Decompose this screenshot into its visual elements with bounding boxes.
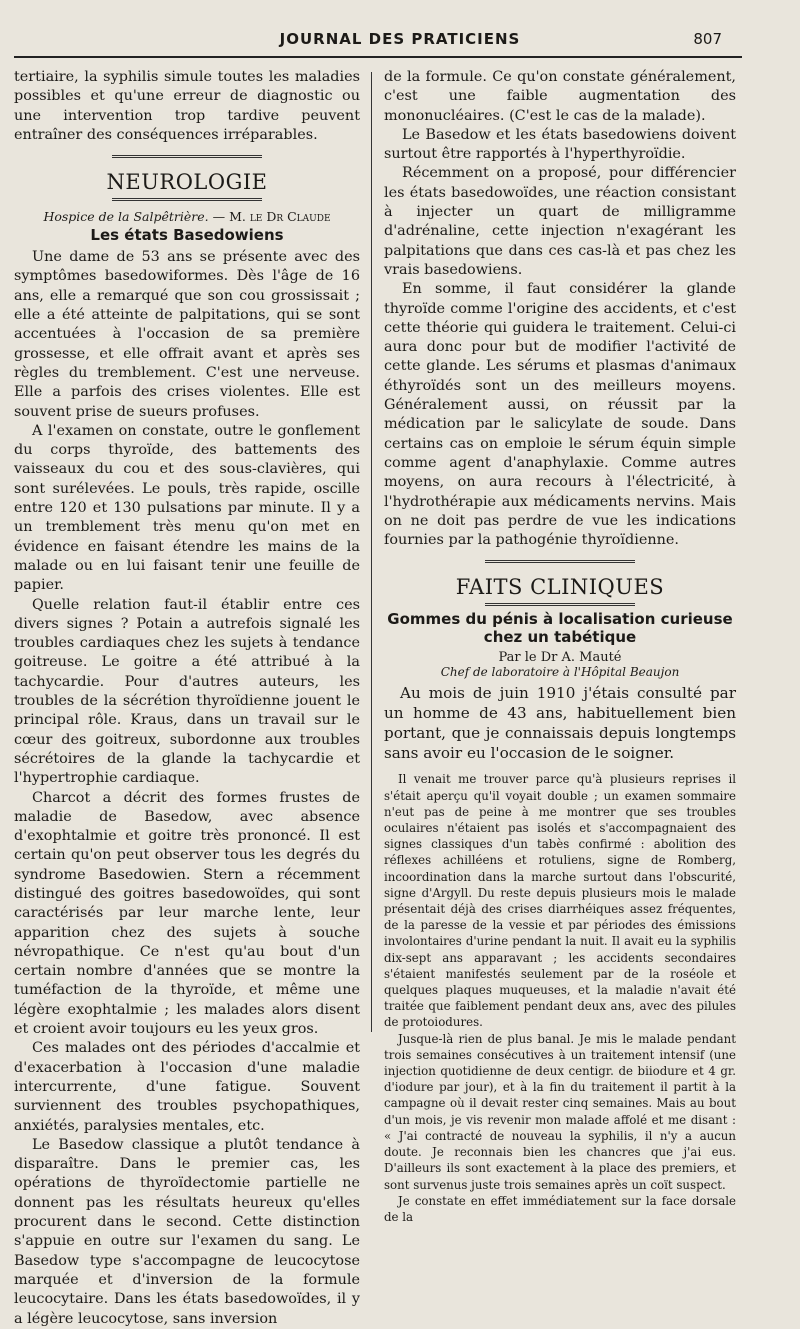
paragraph: Le Basedow classique a plutôt tendance à disparaître. Dans le premier cas, les opérations de thyroïdectomie partielle ne donnent pas les résultats heureux qu'elles procurent dans le second. Cette distinction s'appuie en outre sur l'examen du sang. Le Basedow type s'accompagne de leucocytose marquée et d'inversion de la formule leucocytaire. Dans les états basedowoïdes, il y a légère leucocytose, sans inversion <box>14 1136 360 1327</box>
author-role: Chef de laboratoire à l'Hôpital Beaujon <box>440 665 680 680</box>
section-title-faits-cliniques: FAITS CLINIQUES <box>455 575 665 600</box>
section-rule-bottom <box>485 603 635 610</box>
journal-title: JOURNAL DES PRATICIENS <box>279 30 521 48</box>
header-rule <box>14 56 742 58</box>
source-author: — M. le Dr Claude <box>212 209 331 225</box>
lead-paragraph: Au mois de juin 1910 j'étais consulté par un homme de 43 ans, habituellement bien portant, que je connaissais depuis longtemps sans avoir eu l'occasion de le soigner. <box>384 684 736 763</box>
paragraph: Récemment on a proposé, pour différencier les états basedowoïdes, une réaction consistant à injecter un quart de milligramme d'adrénaline, cette injection n'exagérant les palpitations que dans ces cas-là et pas chez les vrais basedowiens. <box>384 165 736 278</box>
paragraph: Ces malades ont des périodes d'accalmie et d'exacerbation à l'occasion d'une maladie intercurrente, d'une fatigue. Souvent surviennent des troubles psychopathiques, anxiétés, paralysies mentales, etc. <box>14 1040 360 1134</box>
article-title-line: Gommes du pénis à localisation curieuse <box>387 610 733 629</box>
paragraph: Une dame de 53 ans se présente avec des symptômes basedowiformes. Dès l'âge de 16 ans, elle a remarqué que son cou grossissait ; elle a été atteinte de palpitations, qui se sont accentuées à l'occasion de sa première grossesse, et elle offrait avant et après ses règles du tremblement. C'est une nerveuse. Elle a parfois des crises violentes. Elle est souvent prise de sueurs profuses. <box>14 249 360 420</box>
paragraph: Charcot a décrit des formes frustes de maladie de Basedow, avec absence d'exophtalmie et goitre très prononcé. Il est certain qu'on peut observer tous les degrés du syndrome Basedowien. Stern a récemment distingué des goitres basedowoïdes, qui sont caractérisés par leur marche lente, leur apparition chez des sujets à souche névropathique. Ce n'est qu'au bout d'un certain nombre d'années que se montre la tuméfaction de la thyroïde, et même une légère exophtalmie ; les malades alors disent et croient avoir toujours eu les yeux gros. <box>14 789 360 1038</box>
article-author: Par le Dr A. Mauté <box>498 650 622 666</box>
paragraph: A l'examen on constate, outre le gonflement du corps thyroïde, des battements des vaisseaux du cou et des sous-clavières, qui sont surélevées. Le pouls, très rapide, oscille entre 120 et 130 pulsations par minute. Il y a un tremblement très menu qu'on met en évidence en faisant étendre les mains de la malade ou en lui faisant tenir une feuille de papier. <box>14 422 360 594</box>
section-rule-top <box>112 155 262 162</box>
article-title-gommes <box>384 610 736 646</box>
running-header <box>0 30 800 54</box>
small-paragraph: Jusque-là rien de plus banal. Je mis le malade pendant trois semaines consécutives à un traitement intensif (une injection quotidienne de deux centigr. de biiodure et 4 gr. d'iodure par jour), et à la fin du traitement il partit à la campagne où il devait rester cinq semaines. Mais au bout d'un mois, je vis revenir mon malade affolé et me disant : « J'ai contracté de nouveau la syphilis, il n'y a aucun doute. Je reconnais bien les chancres que j'ai eus. D'ailleurs ils sont exactement à la place des premiers, et sont survenus juste trois semaines après un coït suspect. <box>384 1031 736 1192</box>
right-column <box>384 68 736 1225</box>
article-title-basedowiens: Les états Basedowiens <box>90 226 284 245</box>
paragraph: En somme, il faut considérer la glande thyroïde comme l'origine des accidents, et c'est cette théorie qui guidera le traitement. Celui-ci aura donc pour but de modifier l'activité de cette glande. Les sérums et plasmas d'animaux éthyroïdés sont un des meilleurs moyens. Généralement aussi, on réussit par la médication par le salicylate de soude. Dans certains cas on emploie le sérum équin simple comme agent d'anaphylaxie. Comme autres moyens, on aura recours à l'électricité, à l'hydrothérapie aux médicaments nervins. Mais on ne doit pas perdre de vue les indications fournies par la pathogénie thyroïdienne. <box>384 281 736 549</box>
paragraph: Le Basedow et les états basedowiens doivent surtout être rapportés à l'hyperthyroïdie. <box>384 126 736 163</box>
source-hospital: Hospice de la Salpêtrière. <box>43 209 209 225</box>
column-divider <box>371 72 372 1032</box>
small-paragraph: Je constate en effet immédiatement sur la face dorsale de la <box>384 1193 736 1224</box>
article-source <box>14 209 360 224</box>
left-column <box>14 68 360 1329</box>
article-title-line: chez un tabétique <box>483 628 637 647</box>
section-rule-bottom <box>112 198 262 205</box>
page-number: 807 <box>693 30 722 48</box>
small-paragraph: Il venait me trouver parce qu'à plusieurs reprises il s'était aperçu qu'il voyait double ; un examen sommaire n'eut pas de peine à me montrer que ses troubles oculaires n'étaient pas isolés et s'accompagnaient des signes classiques d'un tabès confirmé : abolition des réflexes achilléens et rotuliens, signe de Romberg, incoordination dans la marche surtout dans l'obscurité, signe d'Argyll. Du reste depuis plusieurs mois le malade présentait déjà des crises diarrhéiques assez fréquentes, de la paresse de la vessie et par périodes des émissions involontaires d'urine pendant la nuit. Il avait eu la syphilis dix-sept ans apparavant ; les accidents secondaires s'étaient manifestés seulement par de la roséole et quelques plaques muqueuses, et la maladie n'avait été traitée que faiblement pendant deux ans, avec des pilules de protoiodures. <box>384 772 736 1030</box>
section-title-neurologie: NEUROLOGIE <box>106 170 268 195</box>
paragraph: de la formule. Ce qu'on constate généralement, c'est une faible augmentation des mononucléaires. (C'est le cas de la malade). <box>384 69 736 124</box>
intro-paragraph: tertiaire, la syphilis simule toutes les maladies possibles et qu'une erreur de diagnostic ou une intervention trop tardive peuvent entraîner des conséquences irréparables. <box>14 69 360 143</box>
section-rule-top <box>485 560 635 567</box>
paragraph: Quelle relation faut-il établir entre ces divers signes ? Potain a autrefois signalé les troubles cardiaques chez les sujets à tendance goitreuse. Le goitre a été attribué à la tachycardie. Pour d'autres auteurs, les troubles de la sécrétion thyroïdienne jouent le principal rôle. Kraus, dans un travail sur le cœur des goitreux, subordonne aux troubles sécrétoires de la glande la tachycardie et l'hypertrophie cardiaque. <box>14 596 360 787</box>
